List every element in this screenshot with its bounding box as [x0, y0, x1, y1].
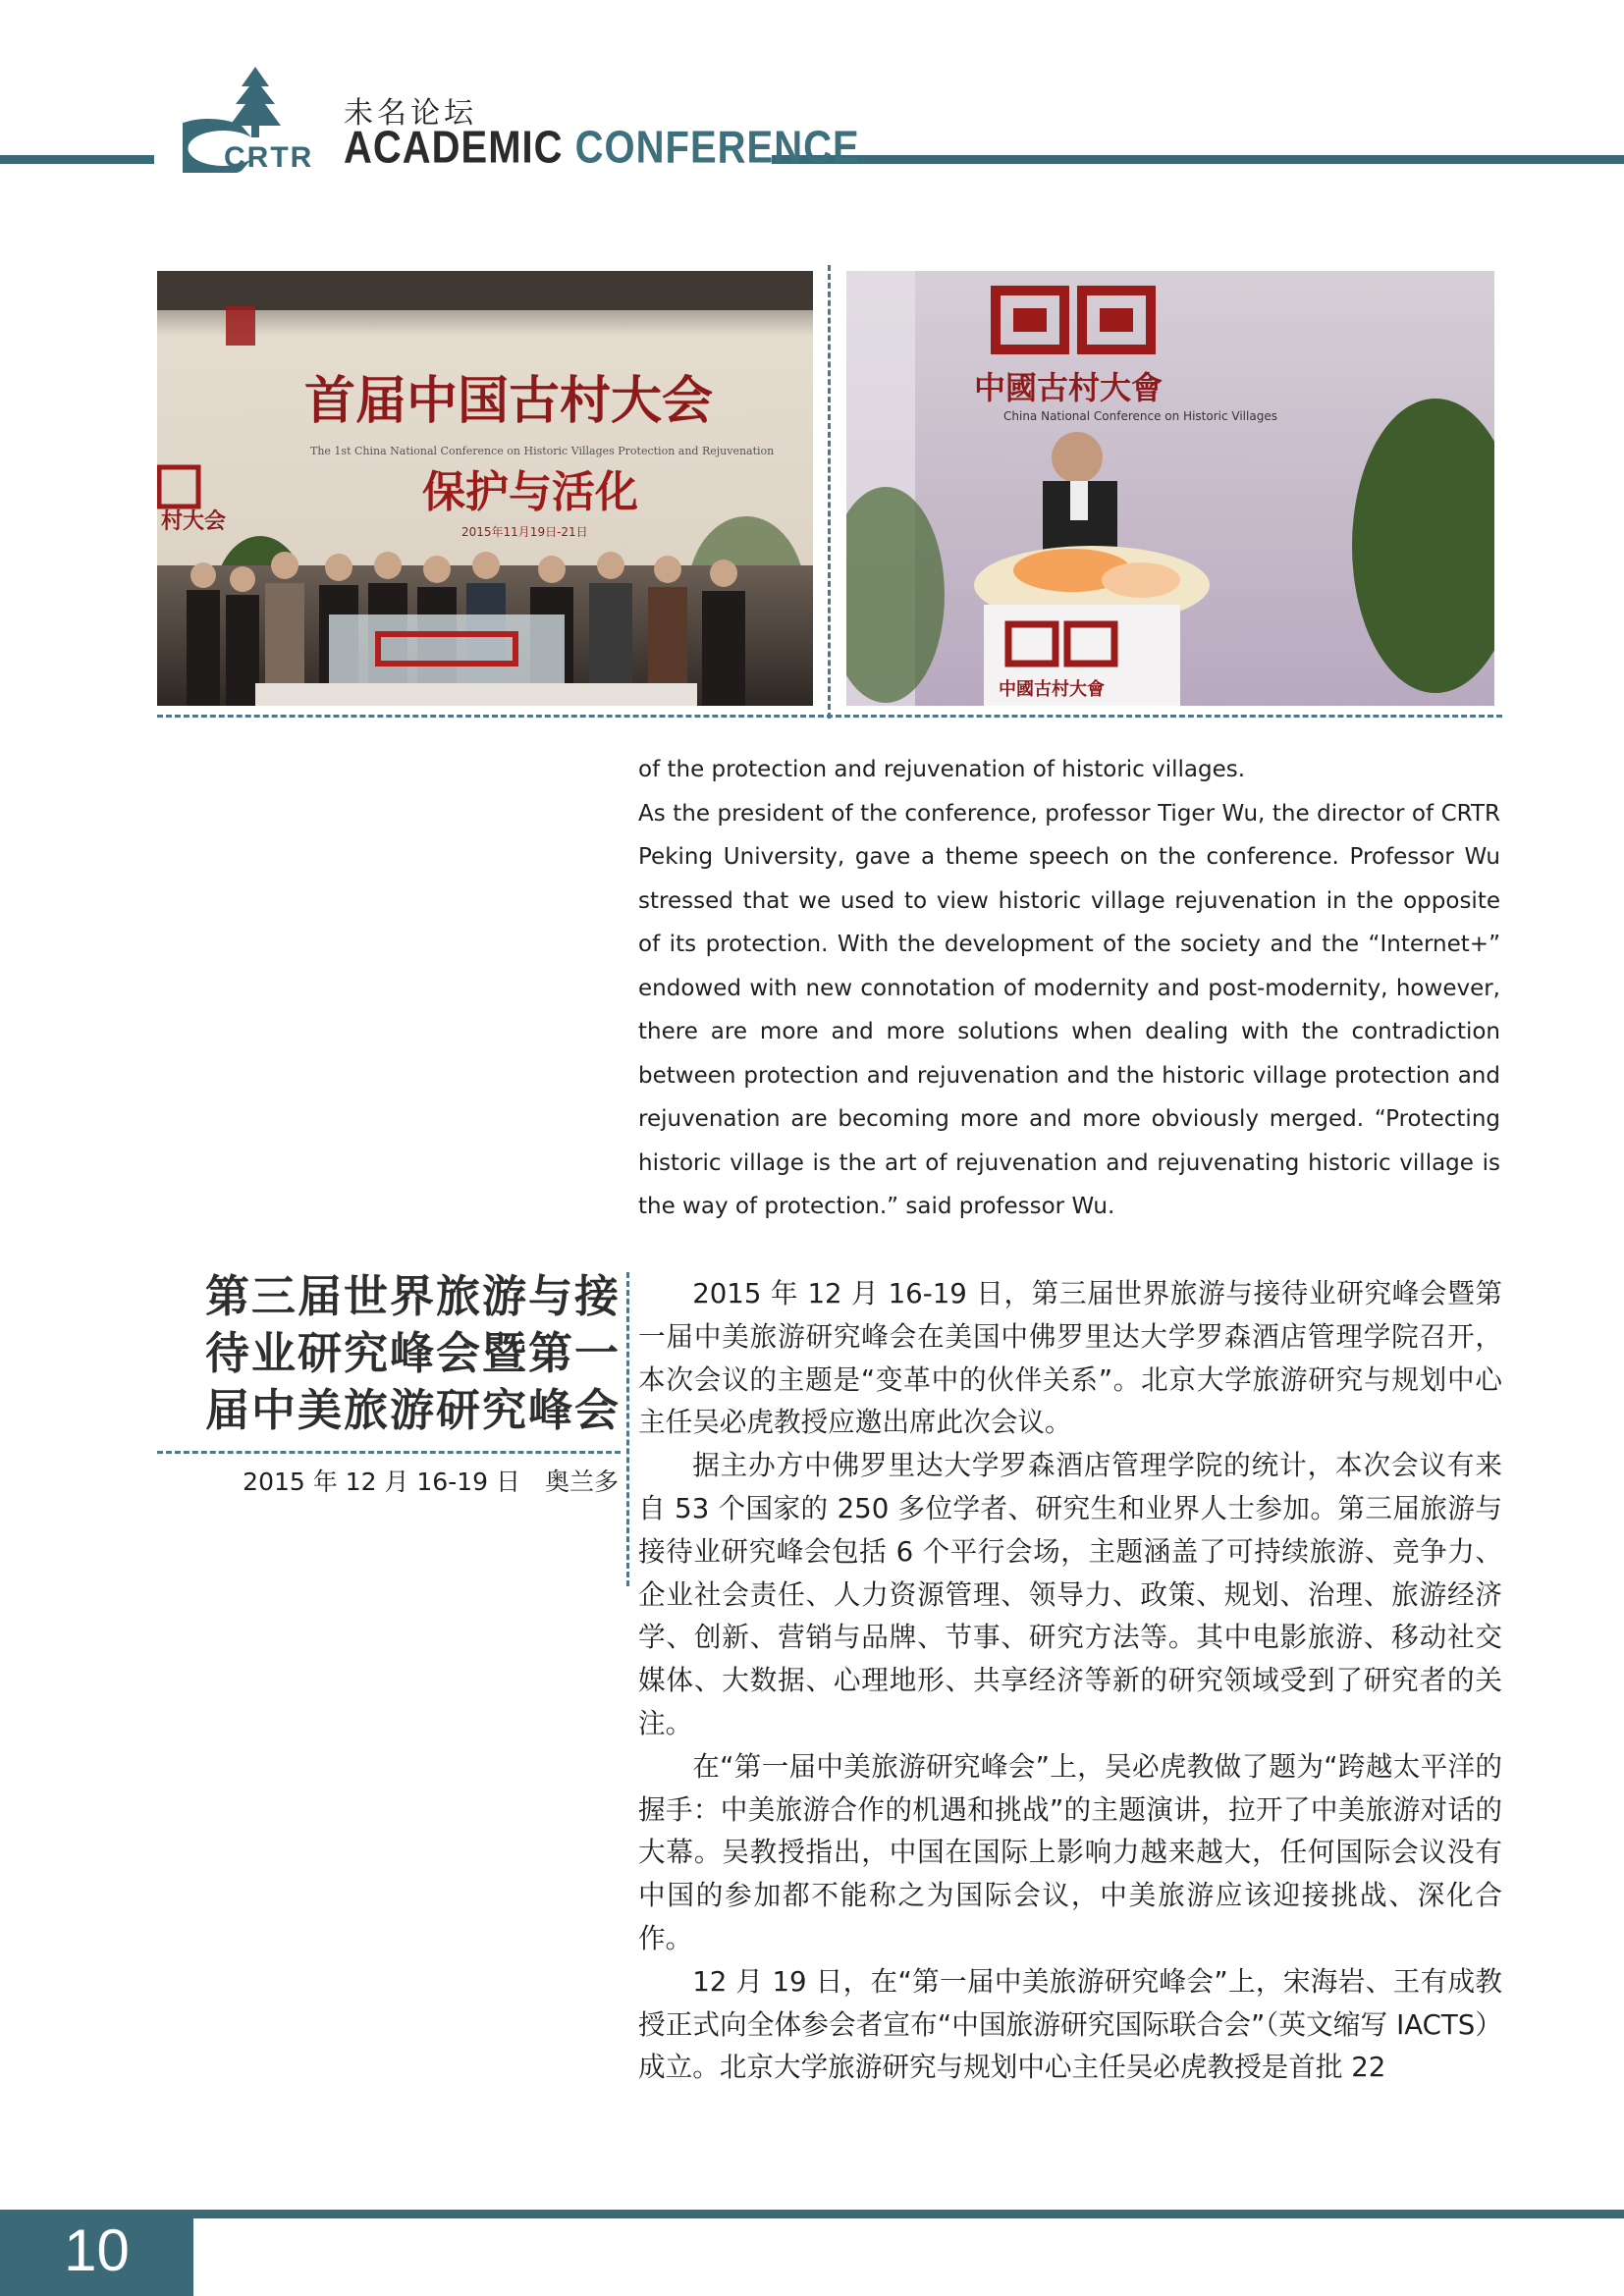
svg-text:2015年11月19日-21日: 2015年11月19日-21日: [461, 525, 588, 539]
svg-text:中國古村大會: 中國古村大會: [999, 679, 1105, 700]
chinese-paragraph: 据主办方中佛罗里达大学罗森酒店管理学院的统计，本次会议有来自 53 个国家的 250 多位学者、研究生和业界人士参加。第三届旅游与接待业研究峰会包括 6 个平行会场，主题涵盖了可持续旅游、竞争力、企业社会责任、人力资源管理、领导力、政策、规划、治理、旅游经济学、创新、营销与品牌、节事、研究方法等。其中电影旅游、移动社交媒体、大数据、心理地形、共享经济等新的研究领域受到了研究者的关注。: [638, 1449, 1502, 1739]
header-rule-right: [772, 155, 1624, 164]
english-paragraph: of the protection and rejuvenation of historic villages.: [638, 757, 1246, 782]
english-body: [638, 748, 1500, 1229]
svg-text:China National Conference on H: China National Conference on Historic Villages: [1003, 409, 1277, 423]
svg-text:首届中国古村大会: 首届中国古村大会: [304, 372, 714, 431]
svg-text:村大会: 村大会: [161, 509, 227, 534]
article-title-line: 待业研究峰会暨第一: [204, 1327, 621, 1379]
title-vertical-divider: [626, 1272, 629, 1586]
article-title: [157, 1268, 621, 1439]
svg-text:中國古村大會: 中國古村大會: [974, 369, 1164, 406]
article-title-line: 届中美旅游研究峰会: [204, 1384, 621, 1436]
header-rule-left: [0, 155, 154, 164]
english-paragraph: As the president of the conference, professor Tiger Wu, the director of CRTR Peking University, gave a theme speech on the conference. Professor Wu stressed that we used to view historic village rejuvenation in the opposite of its protection. With the development of the society and the “Internet+” endowed with new connotation of modernity and post-modernity, however, there are more and more solutions when dealing with the contradiction between protection and rejuvenation and the historic village protection and rejuvenation are becoming more and more obviously merged. “Protecting historic village is the art of rejuvenation and rejuvenating historic village is the way of protection.” said professor Wu.: [638, 800, 1500, 1219]
chinese-paragraph: 12 月 19 日，在“第一届中美旅游研究峰会”上，宋海岩、王有成教授正式向全体参会者宣布“中国旅游研究国际联合会”（英文缩写 IACTS）成立。北京大学旅游研究与规划中心主任吴必虎教授是首批 22: [638, 1964, 1502, 2084]
svg-text:CRTR: CRTR: [224, 141, 314, 173]
photo-divider-horizontal: [157, 715, 1502, 718]
header-cn-title: 未名论坛: [344, 96, 477, 131]
svg-text:保护与活化: 保护与活化: [422, 467, 638, 517]
logo-text: [224, 137, 332, 173]
footer-rule: [0, 2210, 1624, 2218]
photo-divider-vertical: [828, 265, 831, 719]
svg-text:The 1st China National Confere: The 1st China National Conference on Historic Villages Protection and Rejuvenation: [310, 445, 775, 457]
chinese-paragraph: 2015 年 12 月 16-19 日，第三届世界旅游与接待业研究峰会暨第一届中美旅游研究峰会在美国中佛罗里达大学罗森酒店管理学院召开，本次会议的主题是“变革中的伙伴关系”。北京大学旅游研究与规划中心主任吴必虎教授应邀出席此次会议。: [638, 1277, 1502, 1439]
header-en-part1: ACADEMIC: [344, 123, 575, 173]
photo-opening-ceremony: [157, 271, 813, 706]
header-en-part2: CONFERENCE: [574, 123, 860, 173]
photo-keynote-speech: [846, 271, 1494, 706]
article-title-line: 第三届世界旅游与接: [204, 1270, 621, 1322]
title-divider: [157, 1451, 621, 1454]
article-date-location: 2015 年 12 月 16-19 日 奥兰多: [243, 1468, 619, 1496]
chinese-paragraph: 在“第一届中美旅游研究峰会”上，吴必虎教做了题为“跨越太平洋的握手：中美旅游合作的机遇和挑战”的主题演讲，拉开了中美旅游对话的大幕。吴教授指出，中国在国际上影响力越来越大，任何国际会议没有中国的参加都不能称之为国际会议，中美旅游应该迎接挑战、深化合作。: [638, 1749, 1502, 1954]
page-number: 10: [64, 2217, 130, 2283]
chinese-body: [638, 1272, 1502, 2089]
header-en-title: [344, 123, 860, 174]
